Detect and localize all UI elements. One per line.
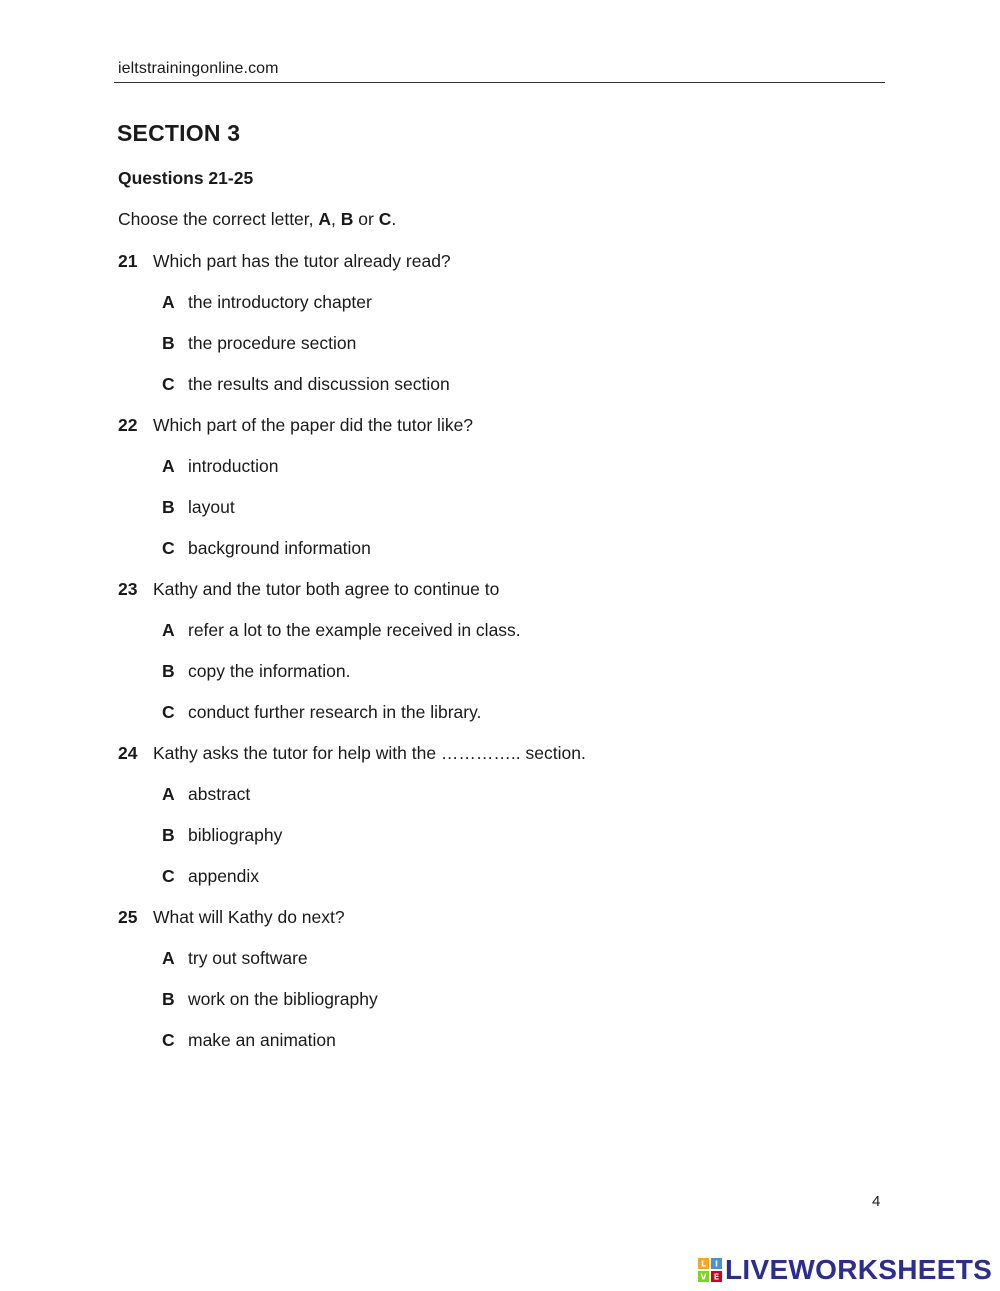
instruction-letter-a: A [318, 209, 332, 229]
option-letter: C [162, 866, 175, 886]
answer-option[interactable] [118, 537, 878, 578]
svg-text:I: I [715, 1259, 718, 1269]
option-text: layout [188, 497, 235, 517]
option-text: make an animation [188, 1030, 336, 1050]
answer-option[interactable] [118, 619, 878, 660]
option-letter: B [162, 333, 175, 353]
page-number: 4 [872, 1193, 881, 1210]
answer-option[interactable] [118, 865, 878, 906]
liveworksheets-brand[interactable] [698, 1255, 992, 1285]
option-text: try out software [188, 948, 308, 968]
option-text: background information [188, 538, 371, 558]
option-letter: A [162, 456, 175, 476]
option-text: bibliography [188, 825, 283, 845]
option-letter: C [162, 538, 175, 558]
answer-option[interactable] [118, 988, 878, 1029]
questions-range: Questions 21-25 [118, 168, 254, 188]
answer-option[interactable] [118, 373, 878, 414]
question-24 [118, 742, 878, 783]
question-number: 24 [118, 743, 138, 763]
option-text: work on the bibliography [188, 989, 378, 1009]
question-23 [118, 578, 878, 619]
option-text: the introductory chapter [188, 292, 372, 312]
answer-option[interactable] [118, 701, 878, 742]
instruction-prefix: Choose the correct letter, [118, 209, 319, 229]
answer-option[interactable] [118, 455, 878, 496]
answer-option[interactable] [118, 332, 878, 373]
question-21 [118, 250, 878, 291]
question-number: 23 [118, 579, 138, 599]
question-list [118, 250, 878, 1070]
instruction-letter-c: C [378, 209, 392, 229]
option-text: the procedure section [188, 333, 357, 353]
answer-option[interactable] [118, 496, 878, 537]
question-22 [118, 414, 878, 455]
option-letter: B [162, 497, 175, 517]
section-title: SECTION 3 [117, 120, 241, 146]
option-text: appendix [188, 866, 260, 886]
question-text: What will Kathy do next? [153, 907, 345, 927]
instruction-letter-b: B [340, 209, 354, 229]
option-text: conduct further research in the library. [188, 702, 482, 722]
option-letter: B [162, 989, 175, 1009]
option-text: introduction [188, 456, 279, 476]
question-number: 25 [118, 907, 138, 927]
option-letter: A [162, 784, 175, 804]
answer-option[interactable] [118, 824, 878, 865]
option-text: the results and discussion section [188, 374, 450, 394]
option-text: copy the information. [188, 661, 351, 681]
instruction [118, 209, 396, 230]
question-25 [118, 906, 878, 947]
header-divider [114, 82, 885, 83]
question-text: Which part of the paper did the tutor like? [153, 415, 474, 435]
instruction-sep: or [353, 209, 379, 229]
option-letter: A [162, 620, 175, 640]
instruction-suffix: . [391, 209, 397, 229]
question-text: Which part has the tutor already read? [153, 251, 451, 271]
option-letter: C [162, 374, 175, 394]
answer-option[interactable] [118, 947, 878, 988]
svg-text:V: V [700, 1272, 707, 1282]
svg-text:E: E [713, 1272, 720, 1282]
option-letter: C [162, 702, 175, 722]
answer-option[interactable] [118, 291, 878, 332]
option-text: abstract [188, 784, 251, 804]
option-letter: B [162, 661, 175, 681]
question-text: Kathy asks the tutor for help with the ………….. section. [153, 743, 586, 763]
question-number: 22 [118, 415, 138, 435]
option-letter: A [162, 292, 175, 312]
option-letter: C [162, 1030, 175, 1050]
answer-option[interactable] [118, 1029, 878, 1070]
question-number: 21 [118, 251, 138, 271]
site-url: ieltstrainingonline.com [118, 60, 279, 77]
instruction-sep: , [331, 209, 341, 229]
question-text: Kathy and the tutor both agree to continue to [153, 579, 500, 599]
brand-name: LIVEWORKSHEETS [725, 1254, 993, 1285]
option-letter: B [162, 825, 175, 845]
option-text: refer a lot to the example received in class. [188, 620, 521, 640]
liveworksheets-logo-icon [698, 1258, 722, 1282]
answer-option[interactable] [118, 660, 878, 701]
svg-text:L: L [700, 1259, 707, 1269]
answer-option[interactable] [118, 783, 878, 824]
option-letter: A [162, 948, 175, 968]
